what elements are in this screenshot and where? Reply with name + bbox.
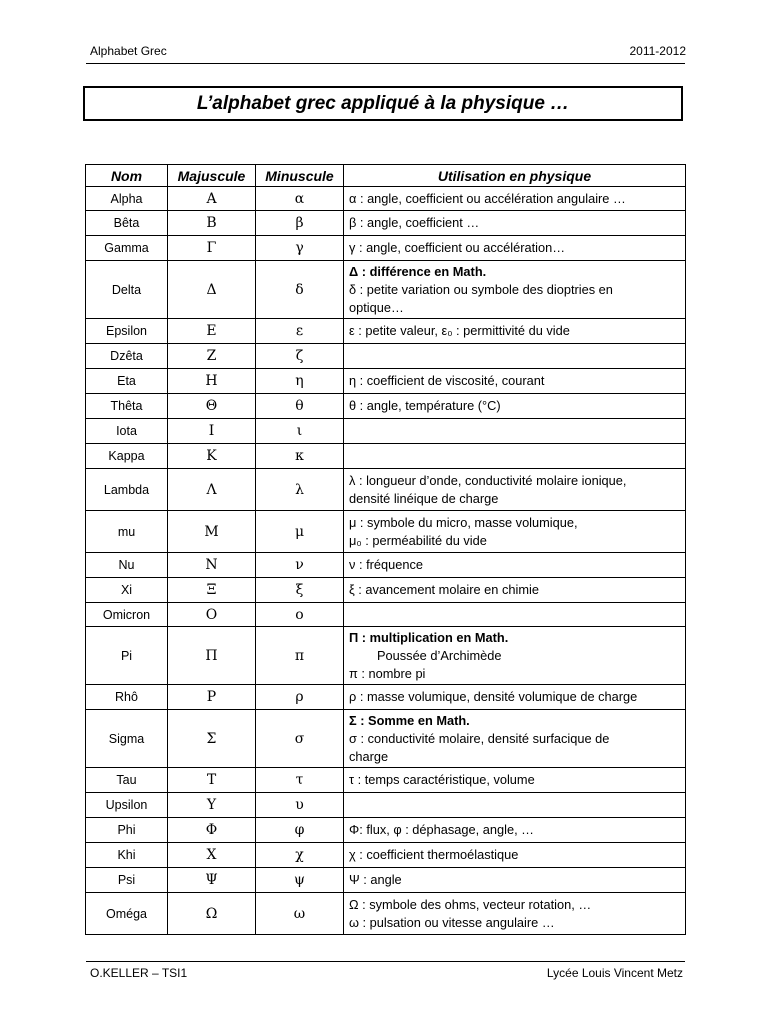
usage-line: Ψ : angle <box>349 872 402 887</box>
lowercase-symbol: ρ <box>256 685 344 710</box>
table-row <box>86 710 686 768</box>
usage-line: γ : angle, coefficient ou accélération… <box>349 240 566 255</box>
uppercase-symbol: Ζ <box>168 344 256 369</box>
lowercase-symbol: ι <box>256 419 344 444</box>
letter-name: Pi <box>86 627 168 685</box>
uppercase-symbol: Ψ <box>168 868 256 893</box>
letter-name: Eta <box>86 369 168 394</box>
table-row <box>86 261 686 319</box>
uppercase-symbol: Υ <box>168 793 256 818</box>
footer-left: O.KELLER – TSI1 <box>90 966 188 980</box>
lowercase-symbol: ω <box>256 893 344 935</box>
uppercase-symbol: Α <box>168 187 256 211</box>
table-row <box>86 768 686 793</box>
usage-line: β : angle, coefficient … <box>349 215 480 230</box>
usage-line: σ : conductivité molaire, densité surfacique de <box>349 730 610 746</box>
letter-name: Psi <box>86 868 168 893</box>
header-left: Alphabet Grec <box>90 44 167 58</box>
letter-name: Epsilon <box>86 319 168 344</box>
physics-usage <box>344 511 686 553</box>
table-row <box>86 843 686 868</box>
lowercase-symbol: ο <box>256 603 344 627</box>
lowercase-symbol: η <box>256 369 344 394</box>
letter-name: Tau <box>86 768 168 793</box>
physics-usage <box>344 319 686 344</box>
table-row <box>86 394 686 419</box>
table-row <box>86 603 686 627</box>
lowercase-symbol: ε <box>256 319 344 344</box>
header-rule <box>86 63 685 64</box>
lowercase-symbol: τ <box>256 768 344 793</box>
lowercase-symbol: θ <box>256 394 344 419</box>
table-row <box>86 868 686 893</box>
usage-line: μ₀ : perméabilité du vide <box>349 532 487 548</box>
uppercase-symbol: Θ <box>168 394 256 419</box>
table-row <box>86 419 686 444</box>
table-header-row <box>86 165 686 187</box>
physics-usage <box>344 211 686 236</box>
table-row <box>86 627 686 685</box>
letter-name: Iota <box>86 419 168 444</box>
document-title: L’alphabet grec appliqué à la physique … <box>83 86 683 121</box>
table-row <box>86 511 686 553</box>
usage-line: Φ: flux, φ : déphasage, angle, … <box>349 822 534 837</box>
usage-line: λ : longueur d’onde, conductivité molaire ionique, <box>349 472 627 488</box>
usage-line: π : nombre pi <box>349 665 426 681</box>
uppercase-symbol: Γ <box>168 236 256 261</box>
uppercase-symbol: Κ <box>168 444 256 469</box>
physics-usage <box>344 553 686 578</box>
lowercase-symbol: σ <box>256 710 344 768</box>
usage-line: ρ : masse volumique, densité volumique de charge <box>349 689 638 704</box>
letter-name: Oméga <box>86 893 168 935</box>
uppercase-symbol: Ν <box>168 553 256 578</box>
physics-usage <box>344 344 686 369</box>
column-header-name: Nom <box>86 165 168 187</box>
lowercase-symbol: κ <box>256 444 344 469</box>
letter-name: Xi <box>86 578 168 603</box>
physics-usage <box>344 578 686 603</box>
lowercase-symbol: φ <box>256 818 344 843</box>
table-row <box>86 818 686 843</box>
lowercase-symbol: χ <box>256 843 344 868</box>
lowercase-symbol: ν <box>256 553 344 578</box>
usage-line: Π : multiplication en Math. <box>349 629 509 645</box>
physics-usage <box>344 627 686 685</box>
table-row <box>86 553 686 578</box>
physics-usage <box>344 685 686 710</box>
letter-name: Sigma <box>86 710 168 768</box>
physics-usage <box>344 187 686 211</box>
table-row <box>86 444 686 469</box>
lowercase-symbol: υ <box>256 793 344 818</box>
usage-line: ν : fréquence <box>349 557 423 572</box>
uppercase-symbol: Ρ <box>168 685 256 710</box>
uppercase-symbol: Λ <box>168 469 256 511</box>
table-row <box>86 578 686 603</box>
physics-usage <box>344 868 686 893</box>
physics-usage <box>344 603 686 627</box>
letter-name: Dzêta <box>86 344 168 369</box>
lowercase-symbol: β <box>256 211 344 236</box>
usage-line: ξ : avancement molaire en chimie <box>349 582 539 597</box>
physics-usage <box>344 793 686 818</box>
uppercase-symbol: Π <box>168 627 256 685</box>
letter-name: Upsilon <box>86 793 168 818</box>
uppercase-symbol: Δ <box>168 261 256 319</box>
uppercase-symbol: Ξ <box>168 578 256 603</box>
usage-line: τ : temps caractéristique, volume <box>349 772 535 787</box>
usage-line: densité linéique de charge <box>349 490 499 506</box>
usage-line: μ : symbole du micro, masse volumique, <box>349 514 578 530</box>
column-header-upper: Majuscule <box>168 165 256 187</box>
letter-name: Khi <box>86 843 168 868</box>
usage-line: ω : pulsation ou vitesse angulaire … <box>349 914 555 930</box>
table-row <box>86 369 686 394</box>
usage-line: ε : petite valeur, ε₀ : permittivité du vide <box>349 323 570 338</box>
lowercase-symbol: ψ <box>256 868 344 893</box>
usage-line: charge <box>349 748 389 764</box>
page-footer <box>90 966 683 982</box>
table-row <box>86 236 686 261</box>
letter-name: Alpha <box>86 187 168 211</box>
letter-name: Lambda <box>86 469 168 511</box>
table-row <box>86 211 686 236</box>
lowercase-symbol: γ <box>256 236 344 261</box>
table-row <box>86 187 686 211</box>
uppercase-symbol: Σ <box>168 710 256 768</box>
column-header-lower: Minuscule <box>256 165 344 187</box>
physics-usage <box>344 469 686 511</box>
usage-line: η : coefficient de viscosité, courant <box>349 373 545 388</box>
letter-name: Kappa <box>86 444 168 469</box>
lowercase-symbol: ξ <box>256 578 344 603</box>
letter-name: Nu <box>86 553 168 578</box>
uppercase-symbol: Φ <box>168 818 256 843</box>
column-header-usage: Utilisation en physique <box>344 165 686 187</box>
table-row <box>86 793 686 818</box>
letter-name: Omicron <box>86 603 168 627</box>
lowercase-symbol: ζ <box>256 344 344 369</box>
lowercase-symbol: π <box>256 627 344 685</box>
letter-name: Thêta <box>86 394 168 419</box>
physics-usage <box>344 893 686 935</box>
uppercase-symbol: Τ <box>168 768 256 793</box>
usage-line: Ω : symbole des ohms, vecteur rotation, … <box>349 896 592 912</box>
table-row <box>86 685 686 710</box>
uppercase-symbol: Ω <box>168 893 256 935</box>
table-row <box>86 893 686 935</box>
usage-line: θ : angle, température (°C) <box>349 398 501 413</box>
footer-rule <box>86 961 685 962</box>
page-header <box>90 44 686 60</box>
usage-line: Poussée d’Archimède <box>377 647 502 663</box>
lowercase-symbol: λ <box>256 469 344 511</box>
physics-usage <box>344 768 686 793</box>
physics-usage <box>344 710 686 768</box>
letter-name: Rhô <box>86 685 168 710</box>
uppercase-symbol: Ε <box>168 319 256 344</box>
usage-line: χ : coefficient thermoélastique <box>349 847 519 862</box>
header-right: 2011-2012 <box>629 44 686 58</box>
lowercase-symbol: δ <box>256 261 344 319</box>
physics-usage <box>344 444 686 469</box>
uppercase-symbol: Μ <box>168 511 256 553</box>
letter-name: Gamma <box>86 236 168 261</box>
letter-name: Phi <box>86 818 168 843</box>
physics-usage <box>344 419 686 444</box>
uppercase-symbol: Χ <box>168 843 256 868</box>
physics-usage <box>344 843 686 868</box>
uppercase-symbol: Ι <box>168 419 256 444</box>
table-row <box>86 319 686 344</box>
physics-usage <box>344 818 686 843</box>
letter-name: mu <box>86 511 168 553</box>
uppercase-symbol: Η <box>168 369 256 394</box>
uppercase-symbol: Β <box>168 211 256 236</box>
physics-usage <box>344 261 686 319</box>
physics-usage <box>344 236 686 261</box>
usage-line: Δ : différence en Math. <box>349 263 487 279</box>
usage-line: optique… <box>349 299 404 315</box>
usage-line: Σ : Somme en Math. <box>349 712 470 728</box>
lowercase-symbol: μ <box>256 511 344 553</box>
usage-line: δ : petite variation ou symbole des dioptries en <box>349 281 613 297</box>
physics-usage <box>344 369 686 394</box>
lowercase-symbol: α <box>256 187 344 211</box>
letter-name: Delta <box>86 261 168 319</box>
footer-right: Lycée Louis Vincent Metz <box>546 966 683 980</box>
uppercase-symbol: Ο <box>168 603 256 627</box>
letter-name: Bêta <box>86 211 168 236</box>
table-row <box>86 469 686 511</box>
table-row <box>86 344 686 369</box>
greek-alphabet-table <box>85 164 686 935</box>
usage-line: α : angle, coefficient ou accélération angulaire … <box>349 190 626 206</box>
physics-usage <box>344 394 686 419</box>
